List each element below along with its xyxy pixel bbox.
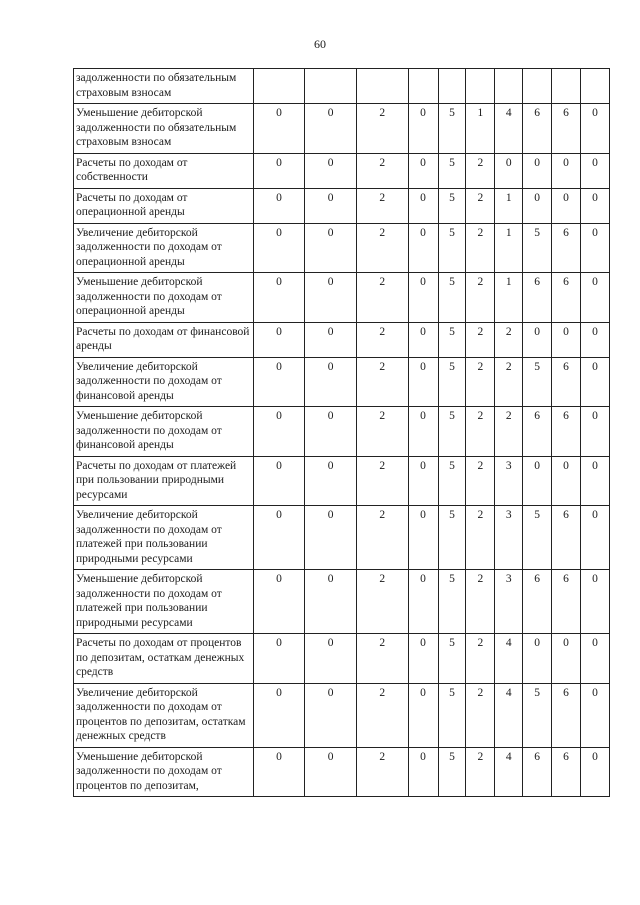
row-description: Уменьшение дебиторской задолженности по доходам от платежей при пользовании природными ресурсами	[74, 570, 254, 634]
code-digit-cell: 0	[305, 273, 357, 323]
page-number: 60	[314, 37, 326, 51]
code-digit-cell: 5	[438, 273, 466, 323]
code-digit-cell: 5	[438, 188, 466, 223]
row-description: Увеличение дебиторской задолженности по доходам от процентов по депозитам, остаткам денежных средств	[74, 683, 254, 747]
code-digit-cell: 0	[408, 634, 438, 684]
code-digit-cell: 0	[552, 153, 581, 188]
code-digit-cell: 0	[552, 322, 581, 357]
code-digit-cell: 5	[523, 223, 552, 273]
code-digit-cell: 0	[253, 153, 305, 188]
code-digit-cell: 0	[253, 407, 305, 457]
code-digit-cell: 0	[408, 506, 438, 570]
code-digit-cell: 0	[523, 153, 552, 188]
code-digit-cell: 0	[408, 683, 438, 747]
code-digit-cell: 0	[253, 357, 305, 407]
code-digit-cell: 0	[408, 357, 438, 407]
row-description: Увеличение дебиторской задолженности по доходам от финансовой аренды	[74, 357, 254, 407]
code-digit-cell: 2	[356, 456, 408, 506]
code-digit-cell: 0	[408, 223, 438, 273]
code-digit-cell: 0	[253, 273, 305, 323]
table-row	[74, 223, 610, 273]
code-digit-cell: 2	[495, 357, 523, 407]
table-row	[74, 683, 610, 747]
code-digit-cell: 3	[495, 506, 523, 570]
code-digit-cell	[408, 69, 438, 104]
code-digit-cell: 5	[523, 683, 552, 747]
code-digit-cell: 2	[356, 407, 408, 457]
code-digit-cell: 2	[356, 747, 408, 797]
code-digit-cell: 0	[580, 456, 609, 506]
code-digit-cell: 2	[466, 153, 495, 188]
code-digit-cell: 2	[356, 322, 408, 357]
table-row	[74, 153, 610, 188]
code-digit-cell: 0	[408, 104, 438, 154]
row-description: Расчеты по доходам от платежей при пользовании природными ресурсами	[74, 456, 254, 506]
code-digit-cell: 5	[438, 104, 466, 154]
code-digit-cell: 0	[253, 456, 305, 506]
code-digit-cell: 4	[495, 104, 523, 154]
code-digit-cell: 6	[552, 407, 581, 457]
code-digit-cell: 6	[552, 747, 581, 797]
code-digit-cell: 0	[580, 322, 609, 357]
code-digit-cell: 2	[466, 747, 495, 797]
code-digit-cell: 0	[408, 456, 438, 506]
code-digit-cell: 0	[580, 683, 609, 747]
code-digit-cell: 0	[523, 188, 552, 223]
code-digit-cell: 5	[438, 570, 466, 634]
code-digit-cell: 0	[408, 273, 438, 323]
table-row	[74, 69, 610, 104]
row-description: Увеличение дебиторской задолженности по доходам от платежей при пользовании природными ресурсами	[74, 506, 254, 570]
code-digit-cell: 6	[523, 407, 552, 457]
code-digit-cell: 0	[580, 357, 609, 407]
code-digit-cell: 0	[253, 322, 305, 357]
code-digit-cell: 2	[495, 407, 523, 457]
code-digit-cell: 0	[253, 104, 305, 154]
code-digit-cell	[495, 69, 523, 104]
code-digit-cell: 2	[466, 634, 495, 684]
code-digit-cell: 0	[580, 570, 609, 634]
code-digit-cell: 0	[580, 188, 609, 223]
code-digit-cell: 2	[356, 506, 408, 570]
code-digit-cell: 0	[408, 153, 438, 188]
code-digit-cell: 5	[438, 357, 466, 407]
code-digit-cell: 0	[552, 634, 581, 684]
code-digit-cell: 0	[580, 153, 609, 188]
code-digit-cell: 0	[305, 683, 357, 747]
code-digit-cell: 6	[523, 104, 552, 154]
code-digit-cell: 0	[305, 322, 357, 357]
code-digit-cell: 2	[466, 407, 495, 457]
code-digit-cell: 0	[253, 634, 305, 684]
table-row	[74, 273, 610, 323]
code-digit-cell: 0	[305, 407, 357, 457]
code-digit-cell: 0	[305, 223, 357, 273]
code-digit-cell: 0	[253, 683, 305, 747]
code-digit-cell: 3	[495, 456, 523, 506]
code-digit-cell: 2	[466, 570, 495, 634]
code-digit-cell: 0	[408, 322, 438, 357]
code-digit-cell: 5	[438, 506, 466, 570]
code-digit-cell: 2	[495, 322, 523, 357]
code-digit-cell: 0	[580, 273, 609, 323]
code-digit-cell: 6	[552, 506, 581, 570]
row-description: Увеличение дебиторской задолженности по доходам от операционной аренды	[74, 223, 254, 273]
code-digit-cell: 0	[305, 153, 357, 188]
code-digit-cell: 2	[466, 683, 495, 747]
code-digit-cell: 1	[495, 273, 523, 323]
code-digit-cell: 2	[466, 322, 495, 357]
code-digit-cell: 2	[356, 273, 408, 323]
table-row	[74, 570, 610, 634]
code-digit-cell: 0	[253, 570, 305, 634]
code-digit-cell: 0	[495, 153, 523, 188]
code-digit-cell: 0	[580, 634, 609, 684]
code-digit-cell: 4	[495, 683, 523, 747]
code-digit-cell: 1	[495, 223, 523, 273]
code-digit-cell: 0	[523, 322, 552, 357]
row-description: Уменьшение дебиторской задолженности по обязательным страховым взносам	[74, 104, 254, 154]
table-row	[74, 456, 610, 506]
code-digit-cell	[253, 69, 305, 104]
row-description: Уменьшение дебиторской задолженности по доходам от процентов по депозитам,	[74, 747, 254, 797]
code-digit-cell: 6	[552, 104, 581, 154]
code-digit-cell: 5	[438, 634, 466, 684]
code-digit-cell: 0	[580, 747, 609, 797]
code-digit-cell: 0	[580, 506, 609, 570]
code-digit-cell: 6	[552, 570, 581, 634]
row-description: Расчеты по доходам от собственности	[74, 153, 254, 188]
row-description: задолженности по обязательным страховым взносам	[74, 69, 254, 104]
code-digit-cell: 0	[552, 188, 581, 223]
code-digit-cell: 2	[466, 456, 495, 506]
code-digit-cell: 5	[438, 223, 466, 273]
code-digit-cell: 2	[466, 357, 495, 407]
code-digit-cell: 2	[466, 506, 495, 570]
code-digit-cell: 5	[438, 456, 466, 506]
code-digit-cell: 2	[356, 223, 408, 273]
code-digit-cell: 6	[523, 570, 552, 634]
code-digit-cell: 3	[495, 570, 523, 634]
code-digit-cell: 2	[466, 273, 495, 323]
code-digit-cell: 2	[356, 570, 408, 634]
code-digit-cell: 0	[305, 506, 357, 570]
code-digit-cell: 0	[305, 456, 357, 506]
code-digit-cell: 0	[305, 188, 357, 223]
code-digit-cell: 0	[305, 747, 357, 797]
code-digit-cell: 2	[356, 683, 408, 747]
code-digit-cell: 0	[305, 357, 357, 407]
code-digit-cell: 0	[580, 104, 609, 154]
table-row	[74, 747, 610, 797]
code-digit-cell	[438, 69, 466, 104]
table-row	[74, 104, 610, 154]
code-digit-cell: 0	[305, 634, 357, 684]
code-digit-cell: 6	[523, 273, 552, 323]
table-row	[74, 634, 610, 684]
code-digit-cell	[523, 69, 552, 104]
code-digit-cell: 0	[408, 188, 438, 223]
table-body	[74, 69, 610, 797]
code-digit-cell: 0	[552, 456, 581, 506]
code-digit-cell: 5	[438, 407, 466, 457]
table-row	[74, 407, 610, 457]
code-digit-cell: 4	[495, 634, 523, 684]
account-codes-table	[73, 68, 610, 797]
code-digit-cell: 6	[552, 273, 581, 323]
code-digit-cell: 0	[580, 407, 609, 457]
code-digit-cell: 2	[356, 634, 408, 684]
code-digit-cell: 6	[552, 683, 581, 747]
code-digit-cell: 2	[466, 223, 495, 273]
code-digit-cell	[466, 69, 495, 104]
code-digit-cell: 1	[495, 188, 523, 223]
code-digit-cell: 0	[408, 747, 438, 797]
row-description: Расчеты по доходам от процентов по депозитам, остаткам денежных средств	[74, 634, 254, 684]
row-description: Уменьшение дебиторской задолженности по доходам от операционной аренды	[74, 273, 254, 323]
code-digit-cell: 0	[253, 223, 305, 273]
code-digit-cell	[580, 69, 609, 104]
code-digit-cell: 2	[356, 153, 408, 188]
code-digit-cell: 6	[523, 747, 552, 797]
code-digit-cell: 2	[466, 188, 495, 223]
code-digit-cell: 2	[356, 104, 408, 154]
code-digit-cell: 2	[356, 357, 408, 407]
code-digit-cell: 0	[408, 570, 438, 634]
table-row	[74, 506, 610, 570]
code-digit-cell: 5	[523, 357, 552, 407]
table-row	[74, 188, 610, 223]
code-digit-cell	[356, 69, 408, 104]
code-digit-cell: 5	[438, 747, 466, 797]
code-digit-cell: 1	[466, 104, 495, 154]
code-digit-cell: 0	[253, 188, 305, 223]
code-digit-cell: 5	[438, 322, 466, 357]
code-digit-cell: 0	[408, 407, 438, 457]
table-row	[74, 357, 610, 407]
code-digit-cell: 0	[305, 104, 357, 154]
code-digit-cell: 0	[305, 570, 357, 634]
code-digit-cell: 5	[438, 153, 466, 188]
code-digit-cell: 5	[523, 506, 552, 570]
code-digit-cell: 5	[438, 683, 466, 747]
code-digit-cell: 0	[523, 634, 552, 684]
table-row	[74, 322, 610, 357]
code-digit-cell: 4	[495, 747, 523, 797]
code-digit-cell: 0	[523, 456, 552, 506]
code-digit-cell	[552, 69, 581, 104]
row-description: Расчеты по доходам от финансовой аренды	[74, 322, 254, 357]
row-description: Уменьшение дебиторской задолженности по доходам от финансовой аренды	[74, 407, 254, 457]
code-digit-cell: 6	[552, 357, 581, 407]
row-description: Расчеты по доходам от операционной аренды	[74, 188, 254, 223]
code-digit-cell: 2	[356, 188, 408, 223]
code-digit-cell: 6	[552, 223, 581, 273]
code-digit-cell	[305, 69, 357, 104]
code-digit-cell: 0	[253, 747, 305, 797]
code-digit-cell: 0	[253, 506, 305, 570]
code-digit-cell: 0	[580, 223, 609, 273]
